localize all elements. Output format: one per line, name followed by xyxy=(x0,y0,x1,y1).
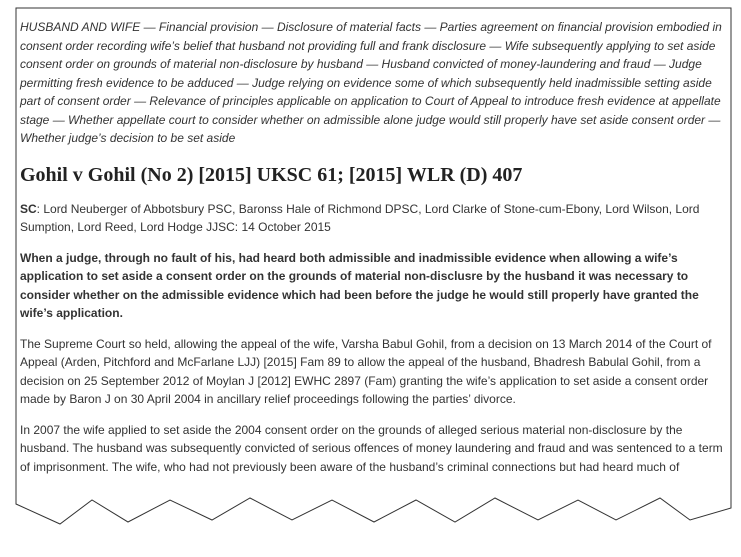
body-paragraph: The Supreme Court so held, allowing the appeal of the wife, Varsha Babul Gohil, from a decision on 13 March 2014 of the Court of Appeal (Arden, Pitchford and McFarlane LJJ) [2015] Fam 89 to allow the appeal of the husband, Bhadresh Babulal Gohil, from a decision on 25 September 2012 of Moylan J [2012] EWHC 2897 (Fam) granting the wife’s application to set aside a consent order made by Baron J on 30 April 2004 in ancillary relief proceedings following the parties’ divorce. xyxy=(20,336,712,406)
document-body xyxy=(20,18,724,488)
body-paragraph: In 2007 the wife applied to set aside the 2004 consent order on the grounds of alleged serious material non-disclosure by the husband. The husband was subsequently convicted of serious offences of money laundering and fraud and was sentenced to a term of imprisonment. The wife, who had not previously been aware of the husband’s criminal connections but had heard much of xyxy=(20,422,723,474)
catchwords: HUSBAND AND WIFE — Financial provision — Disclosure of material facts — Parties agreement on financial provision embodied in consent order recording wife’s belief that husband not providing full and frank disclosure — Wife subsequently applying to set aside consent order on grounds of material non-disclosure by husband — Husband convicted of money-laundering and fraud — Judge permitting fresh evidence to be adduced — Judge relying on evidence some of which subsequently held inadmissible setting aside part of consent order — Relevance of principles applicable on application to Court of Appeal to introduce fresh evidence at appellate stage — Whether appellate court to consider whether on admissible alone judge would still properly have set aside consent order — Whether judge’s decision to be set aside xyxy=(20,20,722,145)
holding-summary: When a judge, through no fault of his, had heard both admissible and inadmissible evidence when allowing a wife’s application to set aside a consent order on the grounds of material non-disclusre by the husband it was necessary to consider whether on the admissible evidence which had been before the judge he would still properly have granted the wife’s application. xyxy=(20,250,699,320)
coram-line xyxy=(20,200,724,237)
case-title: Gohil v Gohil (No 2) [2015] UKSC 61; [2015] WLR (D) 407 xyxy=(20,163,523,186)
court-abbrev: SC xyxy=(20,201,37,216)
coram-text: : Lord Neuberger of Abbotsbury PSC, Baronss Hale of Richmond DPSC, Lord Clarke of Stone-cum-Ebony, Lord Wilson, Lord Sumption, Lord Reed, Lord Hodge JJSC: 14 October 2015 xyxy=(20,201,700,234)
